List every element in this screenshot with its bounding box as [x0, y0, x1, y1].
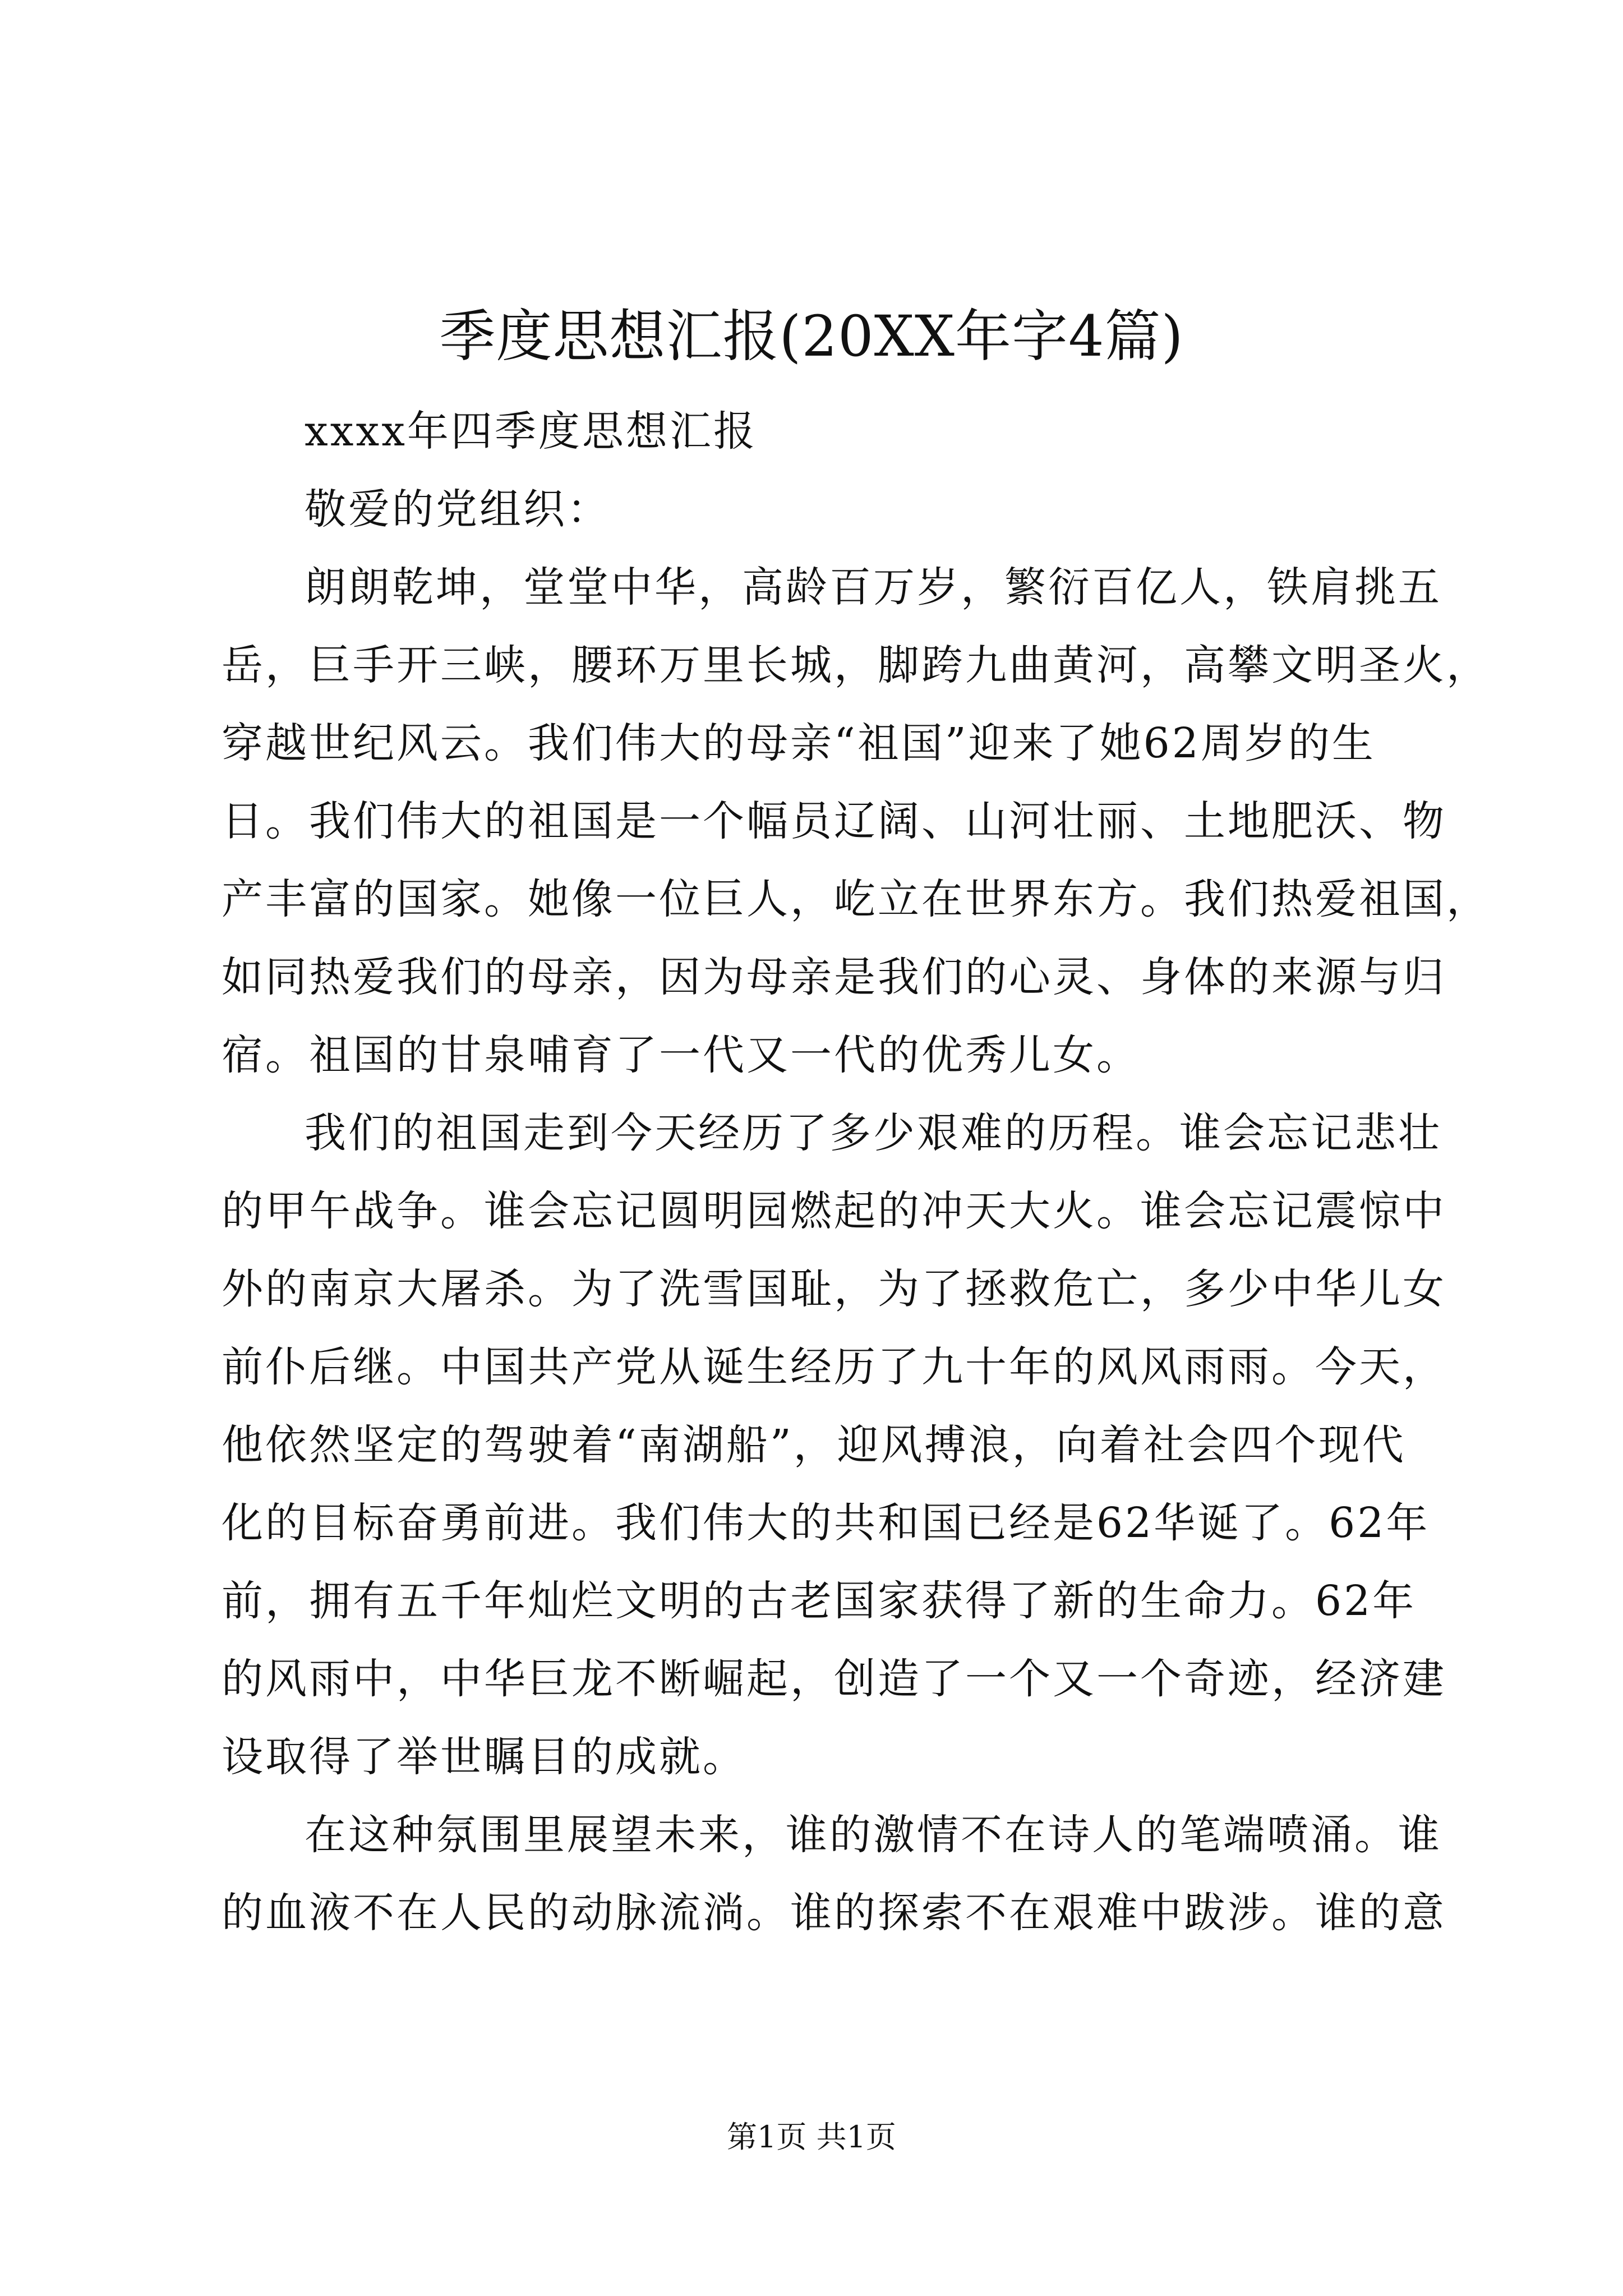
body-line: 宿。祖国的甘泉哺育了一代又一代的优秀儿女。	[222, 1031, 1140, 1079]
body-line: 在这种氛围里展望未来，谁的激情不在诗人的笔端喷涌。谁	[305, 1811, 1442, 1859]
page-footer: 第1页 共1页	[727, 2119, 896, 2155]
body-line: 的风雨中，中华巨龙不断崛起，创造了一个又一个奇迹，经济建	[222, 1655, 1446, 1703]
body-line: 产丰富的国家。她像一位巨人，屹立在世界东方。我们热爱祖国，	[222, 875, 1490, 923]
body-line: 前仆后继。中国共产党从诞生经历了九十年的风风雨雨。今天，	[222, 1343, 1446, 1391]
document-title: 季度思想汇报(20XX年字4篇)	[439, 303, 1184, 369]
body-line: 设取得了举世瞩目的成就。	[222, 1733, 746, 1781]
body-line: 敬爱的党组织：	[305, 485, 611, 533]
body-line: 岳，巨手开三峡，腰环万里长城，脚跨九曲黄河，高攀文明圣火，	[222, 641, 1490, 689]
body-line: xxxx年四季度思想汇报	[305, 407, 757, 455]
body-line: 我们的祖国走到今天经历了多少艰难的历程。谁会忘记悲壮	[305, 1109, 1442, 1157]
body-line: 前，拥有五千年灿烂文明的古老国家获得了新的生命力。62年	[222, 1577, 1417, 1625]
body-line: 外的南京大屠杀。为了洗雪国耻，为了拯救危亡，多少中华儿女	[222, 1265, 1446, 1313]
body-line: 的血液不在人民的动脉流淌。谁的探索不在艰难中跋涉。谁的意	[222, 1889, 1446, 1937]
document-body	[222, 393, 1490, 1952]
body-line: 朗朗乾坤，堂堂中华，高龄百万岁，繁衍百亿人，铁肩挑五	[305, 563, 1442, 611]
body-line: 化的目标奋勇前进。我们伟大的共和国已经是62华诞了。62年	[222, 1499, 1430, 1547]
body-line: 的甲午战争。谁会忘记圆明园燃起的冲天大火。谁会忘记震惊中	[222, 1187, 1446, 1235]
body-line: 如同热爱我们的母亲，因为母亲是我们的心灵、身体的来源与归	[222, 953, 1446, 1001]
body-line: 穿越世纪风云。我们伟大的母亲“祖国”迎来了她62周岁的生	[222, 719, 1376, 767]
body-line: 日。我们伟大的祖国是一个幅员辽阔、山河壮丽、土地肥沃、物	[222, 797, 1446, 845]
body-line: 他依然坚定的驾驶着“南湖船”，迎风搏浪，向着社会四个现代	[222, 1421, 1406, 1469]
